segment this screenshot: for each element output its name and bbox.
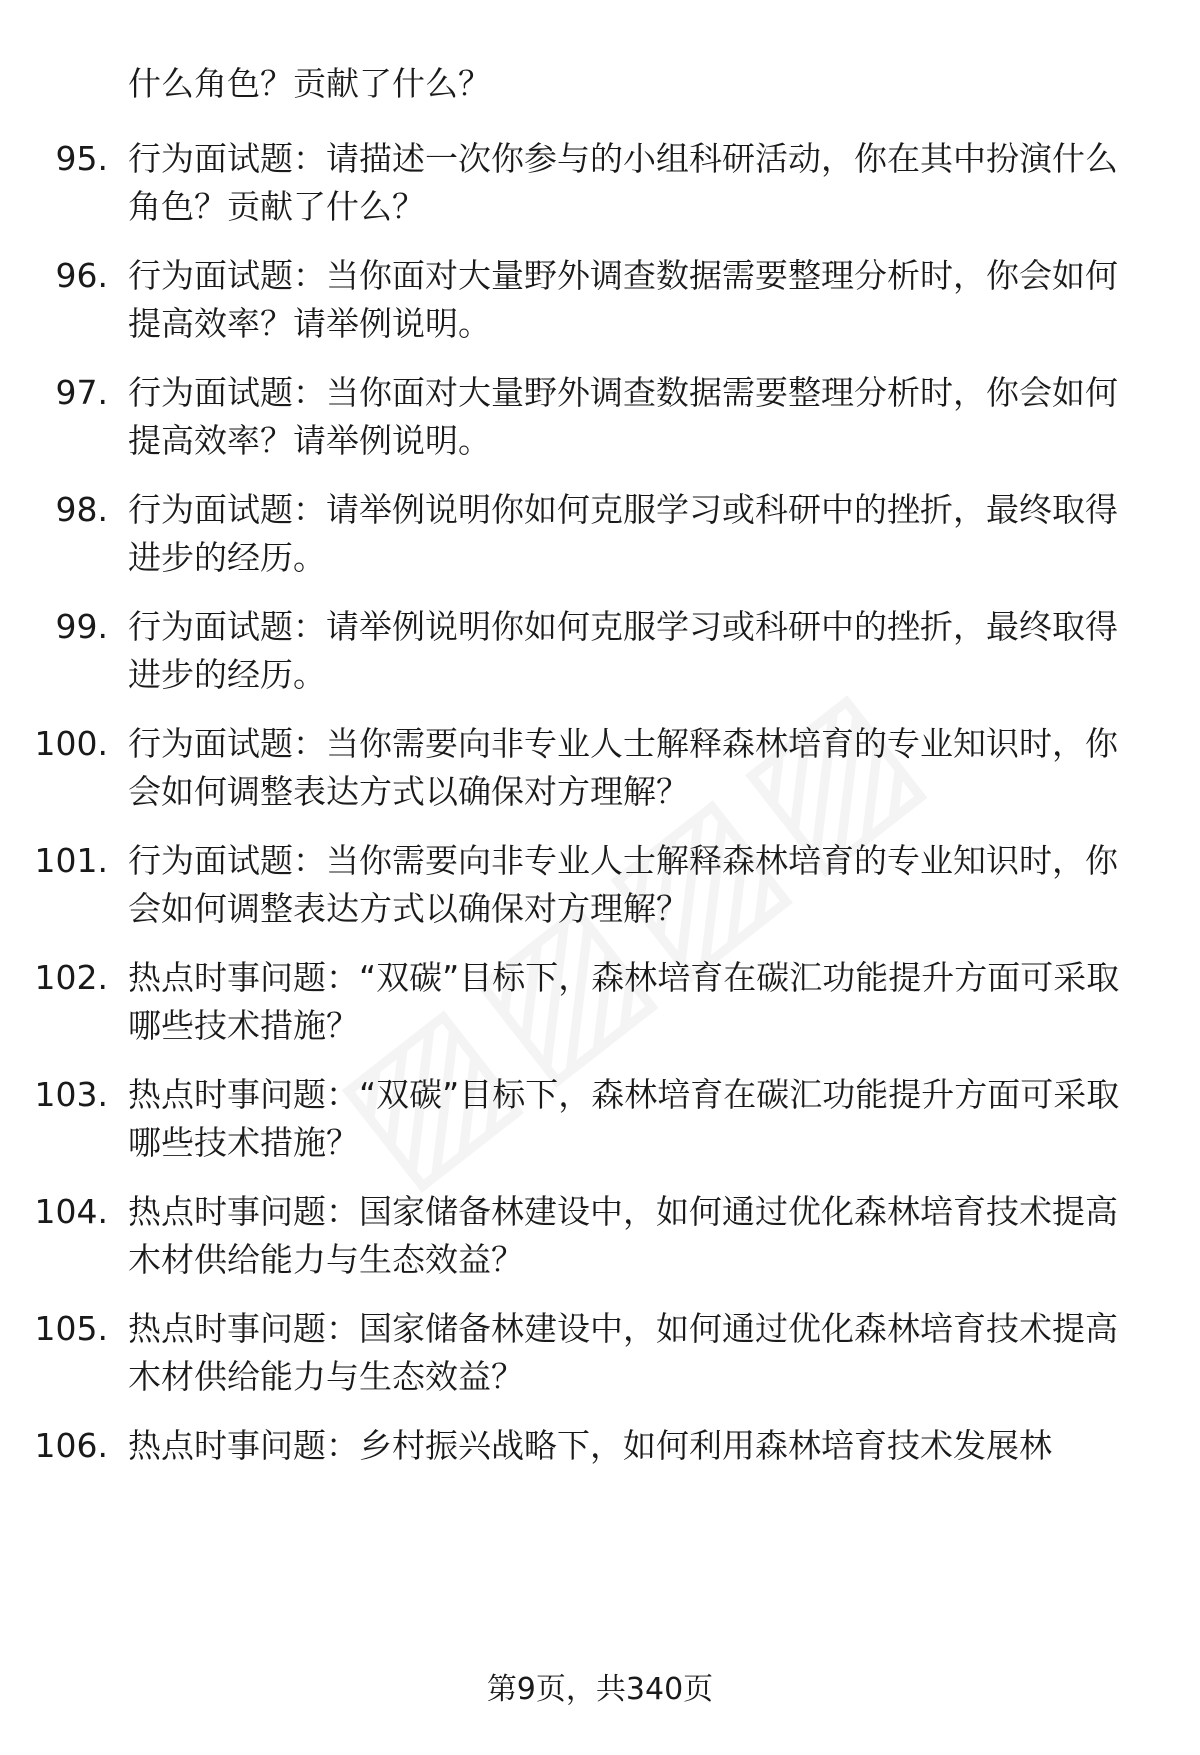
continued-question-text: 什么角色？贡献了什么？ [128, 64, 491, 103]
question-item [0, 252, 1200, 352]
question-text: 行为面试题：请举例说明你如何克服学习或科研中的挫折，最终取得进步的经历。 [128, 490, 1118, 577]
question-number: 105. [34, 1309, 108, 1348]
question-text: 行为面试题：请举例说明你如何克服学习或科研中的挫折，最终取得进步的经历。 [128, 607, 1118, 694]
question-item [0, 837, 1200, 937]
question-item [0, 720, 1200, 820]
question-number: 106. [34, 1426, 108, 1465]
question-item [0, 1188, 1200, 1288]
question-text: 行为面试题：当你需要向非专业人士解释森林培育的专业知识时，你会如何调整表达方式以确保对方理解？ [128, 724, 1118, 811]
question-text: 热点时事问题：国家储备林建设中，如何通过优化森林培育技术提高木材供给能力与生态效益？ [128, 1192, 1118, 1279]
question-number: 99. [55, 607, 108, 646]
question-text: 热点时事问题：“双碳”目标下，森林培育在碳汇功能提升方面可采取哪些技术措施？ [128, 1075, 1120, 1162]
question-number: 98. [55, 490, 108, 529]
question-number: 96. [55, 256, 108, 295]
question-text: 行为面试题：当你需要向非专业人士解释森林培育的专业知识时，你会如何调整表达方式以确保对方理解？ [128, 841, 1118, 928]
question-number: 101. [34, 841, 108, 880]
page-footer: 第9页，共340页 [486, 1672, 714, 1707]
question-number: 104. [34, 1192, 108, 1231]
question-item [0, 1305, 1200, 1405]
question-text: 行为面试题：当你面对大量野外调查数据需要整理分析时，你会如何提高效率？请举例说明。 [128, 256, 1118, 343]
question-text: 行为面试题：当你面对大量野外调查数据需要整理分析时，你会如何提高效率？请举例说明。 [128, 373, 1118, 460]
question-text: 热点时事问题：乡村振兴战略下，如何利用森林培育技术发展林 [128, 1426, 1052, 1465]
question-number: 95. [55, 139, 108, 178]
question-number: 100. [34, 724, 108, 763]
question-item [0, 1422, 1200, 1522]
question-number: 102. [34, 958, 108, 997]
question-item [0, 603, 1200, 703]
question-item [0, 135, 1200, 235]
question-item [0, 954, 1200, 1054]
question-item [0, 369, 1200, 469]
question-item [0, 1071, 1200, 1171]
question-number: 103. [34, 1075, 108, 1114]
question-text: 热点时事问题：国家储备林建设中，如何通过优化森林培育技术提高木材供给能力与生态效益？ [128, 1309, 1118, 1396]
question-item [0, 486, 1200, 586]
question-number: 97. [55, 373, 108, 412]
question-text: 行为面试题：请描述一次你参与的小组科研活动，你在其中扮演什么角色？贡献了什么？ [128, 139, 1118, 226]
question-text: 热点时事问题：“双碳”目标下，森林培育在碳汇功能提升方面可采取哪些技术措施？ [128, 958, 1120, 1045]
